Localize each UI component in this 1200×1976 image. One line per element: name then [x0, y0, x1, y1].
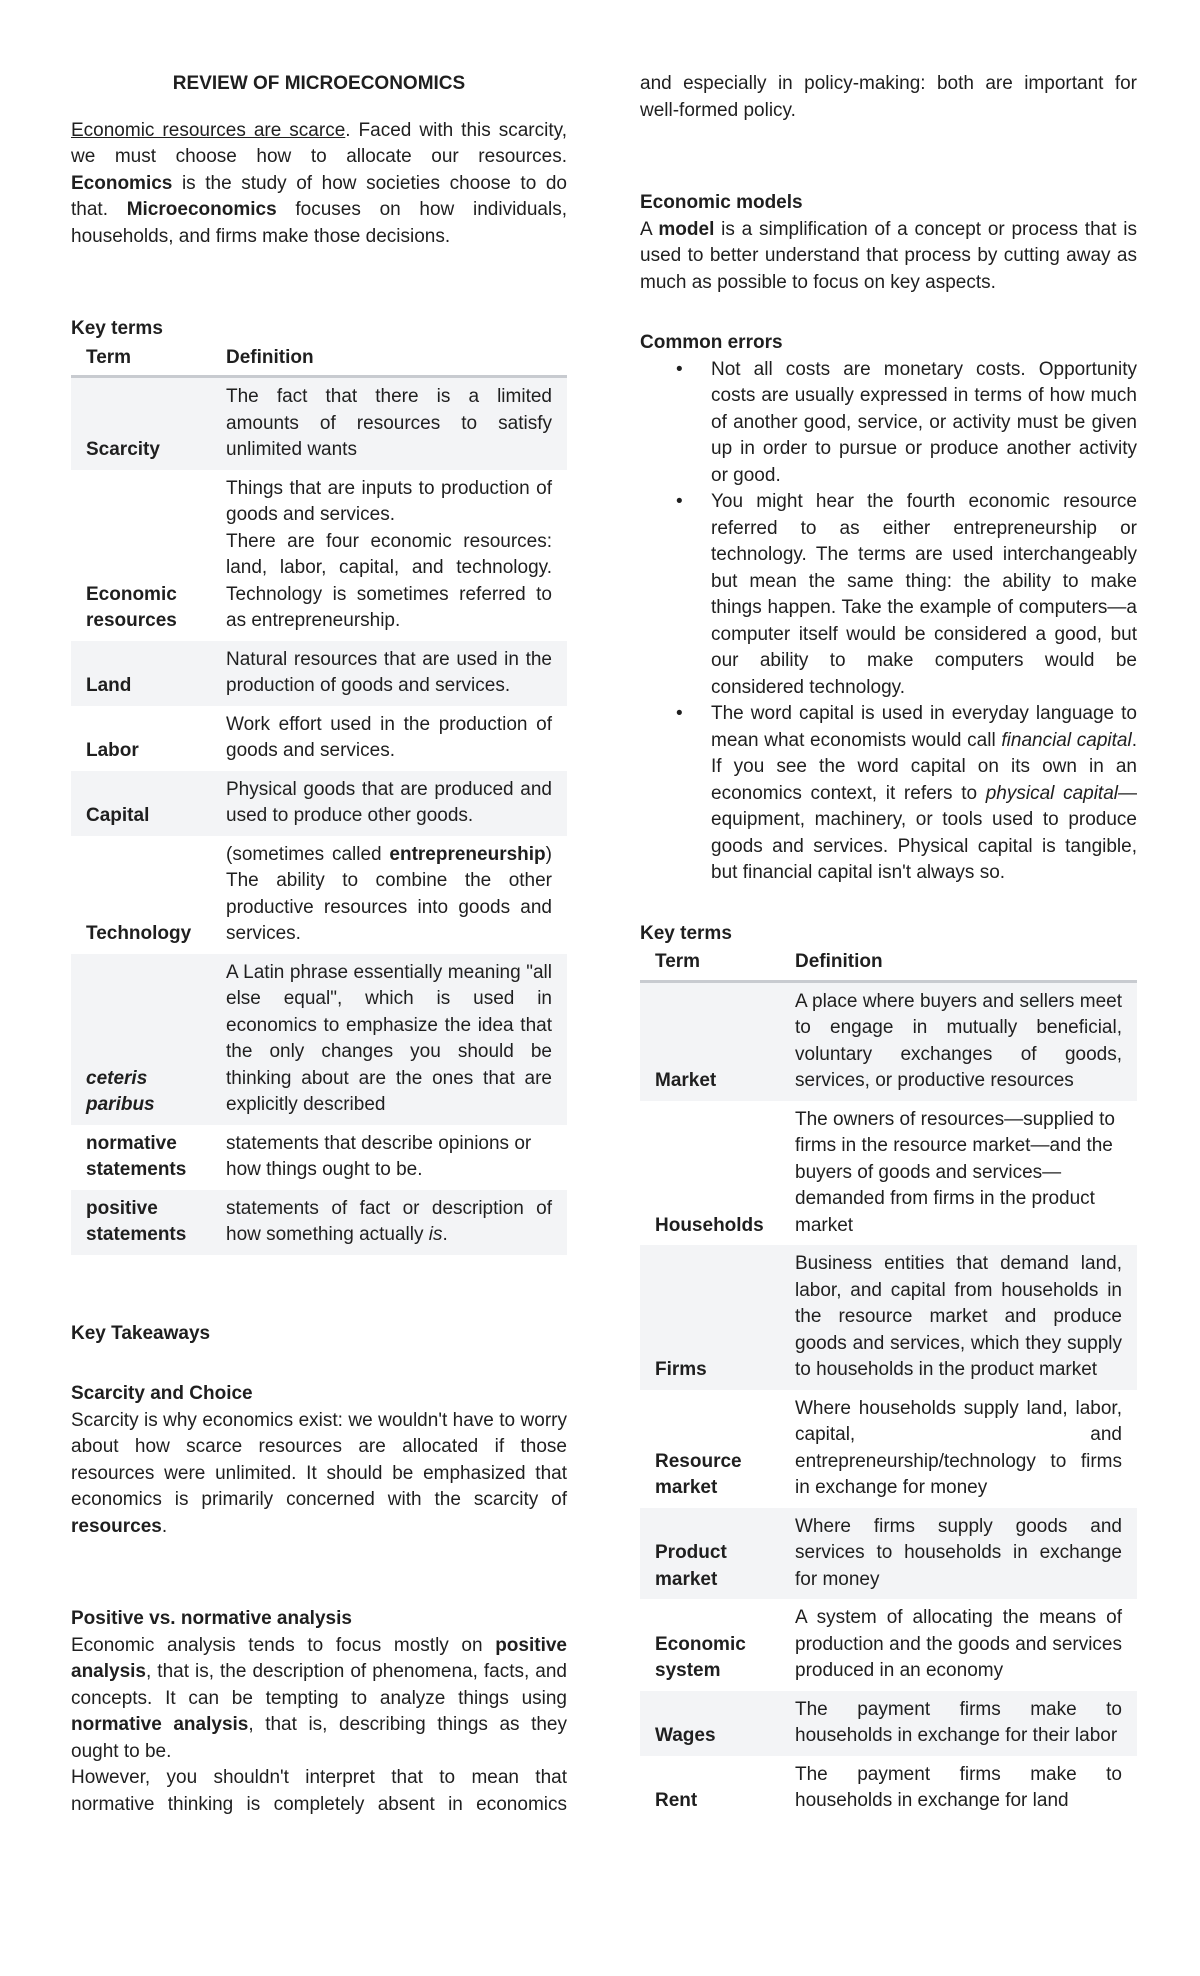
definition-cell: (sometimes called entrepreneurship) The ability to combine the other productive resources into goods and services. [226, 843, 552, 944]
definition-cell: Natural resources that are used in the production of goods and services. [226, 648, 552, 696]
intro-text: focuses on how individuals, households, and firms make those decisions. [71, 199, 567, 247]
table-row [71, 377, 567, 470]
intro-bold-microeconomics: Microeconomics [126, 199, 277, 220]
bullet-icon: • [676, 491, 683, 512]
table-row [640, 981, 1137, 1101]
intro-bold-economics: Economics [71, 172, 173, 194]
term-cell: Rent [655, 1790, 698, 1811]
term-cell: Product market [655, 1542, 727, 1590]
bullet-icon: • [676, 358, 683, 380]
term-cell: Wages [655, 1725, 716, 1746]
economic-models-paragraph: A model is a simplification of a concept or process that is used to better understand that process by cutting away as much as possible to focus on key aspects. [640, 218, 1137, 293]
definition-cell: statements that describe opinions or how things ought to be. [226, 1132, 532, 1180]
scarcity-choice-paragraph: Scarcity is why economics exist: we wouldn't have to worry about how scarce resources are allocated if those resources were unlimited. It should be emphasized that economics is primarily concerned with the scarcity of resources. [71, 1409, 567, 1537]
scarcity-choice-heading: Scarcity and Choice [71, 1383, 253, 1404]
table-row [640, 1508, 1137, 1600]
intro-underlined: Economic resources are scarce [71, 119, 346, 141]
definition-cell: The fact that there is a limited amounts of resources to satisfy unlimited wants [226, 386, 552, 460]
table-header-row [71, 343, 567, 377]
definition-cell: Business entities that demand land, labor, and capital from households in the resource market and produce goods and services, which they supply to households in the product market [795, 1253, 1122, 1380]
bullet-icon: • [676, 703, 683, 724]
definition-cell: The owners of resources—supplied to firms in the resource market—and the buyers of goods and services—demanded from firms in the product market [795, 1108, 1115, 1236]
definition-cell: A Latin phrase essentially meaning "all else equal", which is used in economics to emphasize the idea that the only changes you should be thinking about are the ones that are explicitly described [226, 961, 552, 1115]
table-row [71, 706, 567, 771]
table-row [640, 1691, 1137, 1756]
table-row [640, 1599, 1137, 1691]
term-cell: Labor [86, 740, 139, 761]
intro-text: is the study of how societies choose to do that. [71, 172, 567, 220]
col-term-header: Term [640, 947, 780, 981]
key-terms-heading-2: Key terms [640, 922, 732, 944]
term-cell: Economic system [655, 1633, 746, 1681]
definition-cell: Where households supply land, labor, capital, and entrepreneurship/technology to firms in exchange for money [795, 1397, 1122, 1498]
table-row [71, 470, 567, 641]
table-row [71, 771, 567, 836]
list-item: • The word capital is used in everyday language to mean what economists would call financial capital. If you see the word capital on its own in an economics context, it refers to physical capital—equipment, machinery, or tools used to produce goods and services. Physical capital is tangible, but financial capital isn't always so. [676, 703, 1137, 883]
table-row [640, 1390, 1137, 1508]
positive-normative-paragraph-2: However, you shouldn't interpret that to mean that normative thinking is completely absent in economics [71, 1767, 567, 1815]
term-cell: Capital [86, 805, 150, 826]
table-row [71, 836, 567, 954]
term-cell: Resource market [655, 1450, 742, 1498]
intro-text: . Faced with this scarcity, we must choose how to allocate our resources. [71, 119, 567, 167]
table-row [640, 1756, 1137, 1821]
table-row [640, 1101, 1137, 1246]
key-terms-heading: Key terms [71, 318, 163, 339]
definition-cell: Where firms supply goods and services to households in exchange for money [795, 1515, 1122, 1590]
term-cell: Technology [86, 923, 192, 944]
table-row [640, 1245, 1137, 1390]
positive-normative-continuation: and especially in policy-making: both are important for well-formed policy. [640, 73, 1137, 121]
left-column [71, 71, 567, 1818]
term-cell: Market [655, 1070, 717, 1091]
definition-cell: The payment firms make to households in exchange for their labor [795, 1698, 1122, 1746]
right-column [640, 71, 1137, 1821]
col-definition-header: Definition [780, 947, 1137, 981]
economic-models-heading: Economic models [640, 192, 803, 213]
table-row [71, 1190, 567, 1255]
key-terms-table-2 [640, 947, 1137, 1821]
positive-normative-heading: Positive vs. normative analysis [71, 1608, 352, 1629]
term-cell: Scarcity [86, 439, 160, 460]
term-cell: ceteris paribus [86, 1067, 155, 1115]
definition-cell: Physical goods that are produced and used to produce other goods. [226, 778, 552, 826]
positive-normative-paragraph: Economic analysis tends to focus mostly on positive analysis, that is, the description of phenomena, facts, and concepts. It can be tempting to analyze things using normative analysis, that is, describing things as they ought to be. [71, 1634, 567, 1762]
definition-cell: The payment firms make to households in exchange for land [795, 1763, 1122, 1811]
table-row [71, 641, 567, 706]
list-item: • Not all costs are monetary costs. Opportunity costs are usually expressed in terms of how much of another good, service, or activity must be given up in order to pursue or produce another activity or good. [676, 358, 1137, 486]
definition-cell: statements of fact or description of how something actually is. [226, 1197, 552, 1245]
definition-cell: A place where buyers and sellers meet to engage in mutually beneficial, voluntary exchanges of goods, services, or productive resources [795, 990, 1122, 1091]
term-cell: Land [86, 675, 132, 696]
col-term-header: Term [71, 343, 211, 377]
definition-cell [211, 470, 567, 641]
key-terms-table [71, 343, 567, 1255]
common-errors-list [640, 357, 1137, 887]
definition-line: There are four economic resources: land, labor, capital, and technology. Technology is sometimes referred to as entrepreneurship. [226, 530, 552, 631]
col-definition-header: Definition [211, 343, 567, 377]
document-title: REVIEW OF MICROECONOMICS [172, 73, 466, 94]
table-row [71, 1125, 567, 1190]
term-cell: positive statements [86, 1197, 187, 1245]
term-cell: normative statements [86, 1132, 187, 1180]
table-row [71, 954, 567, 1125]
definition-line: Things that are inputs to production of goods and services. [226, 477, 552, 525]
intro-paragraph [71, 118, 567, 251]
definition-cell: A system of allocating the means of production and the goods and services produced in an economy [795, 1607, 1122, 1681]
list-item: • You might hear the fourth economic resource referred to as either entrepreneurship or technology. The terms are used interchangeably but mean the same thing: the ability to make things happen. Take the example of computers—a computer itself would be considered a good, but our ability to make computers would be considered technology. [676, 491, 1137, 698]
term-cell: Households [655, 1214, 764, 1236]
definition-cell: Work effort used in the production of goods and services. [226, 713, 552, 761]
term-cell: Firms [655, 1359, 707, 1380]
table-header-row [640, 947, 1137, 981]
term-cell: Economic resources [86, 583, 177, 631]
key-takeaways-heading: Key Takeaways [71, 1322, 211, 1344]
common-errors-heading: Common errors [640, 332, 783, 353]
